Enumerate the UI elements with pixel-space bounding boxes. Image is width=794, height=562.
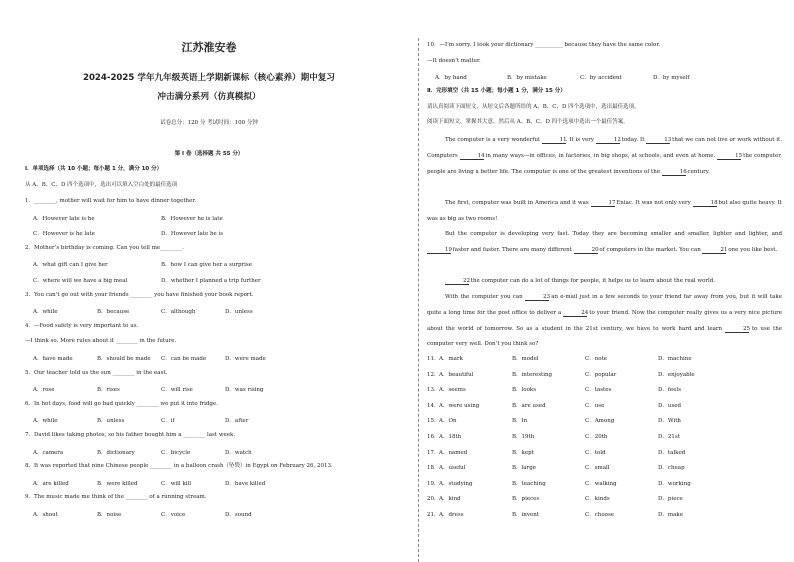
option: D．unless [225, 309, 253, 316]
option: B．how I can give her a surprise [161, 262, 252, 269]
option: D．sound [225, 512, 252, 518]
cloze-blank: 20 [574, 247, 598, 254]
exam-title-line1: 2024-2025 学年九年级英语上学期新课标（核心素养）期中复习 [82, 73, 336, 83]
option: C．will rise [161, 387, 193, 394]
question-number: 13． [427, 387, 440, 394]
cloze-blank: 19 [427, 247, 451, 254]
question-stem: 5．Our teacher told us the sun ________ in the east. [25, 369, 168, 376]
option: C．20th [585, 434, 608, 440]
option: C．small [585, 465, 610, 472]
option: A．by hand [435, 75, 467, 81]
passage-text: Eniac. It was not only very [614, 200, 693, 206]
option: B．19th [512, 434, 535, 440]
question-number: 21． [427, 512, 440, 518]
option: B．interesting [512, 371, 553, 378]
option: B．pieces [512, 496, 540, 503]
passage-text: one you like best. [726, 246, 778, 253]
option: C．by accident [580, 75, 622, 81]
passage-text: but also quite heavy. It was as big as two rooms! [427, 200, 782, 222]
option: A．useful [439, 465, 466, 472]
option: D．have killed [225, 480, 266, 487]
option: C．Among [585, 418, 615, 425]
option: C．However is he late [33, 231, 95, 238]
option: B．However he is late [161, 215, 223, 222]
section1-heading: Ⅰ．单项选择（共 10 小题；每小题 1 分，满分 10 分） [25, 166, 163, 172]
cloze-blank: 21 [702, 247, 726, 254]
option: B．should be made [97, 356, 151, 362]
question-number: 11． [427, 356, 440, 362]
option: A．what gift can I give her [33, 262, 108, 269]
option: C．if [161, 418, 175, 425]
cloze-blank: 18 [693, 200, 717, 207]
passage-text: to use the computer very well. Don’t you think so? [427, 325, 782, 348]
option: D．talked [658, 449, 686, 456]
passage-text: century. [685, 168, 710, 175]
option: B．unless [97, 418, 125, 425]
option: D．cheap [658, 465, 685, 472]
passage-text: to your friend. Now the computer really gives us a very nice picture about the world of tomorrow. So as a student in the 21st century, we have to work hard and learn [427, 309, 782, 332]
option: C．will kill [161, 480, 192, 487]
section2-heading: Ⅱ．完形填空（共 15 小题；每小题 1 分，满分 15 分） [427, 88, 566, 94]
section2-instruction2: 阅读下面短文，掌握其大意，然后从 A、B、C、D 四个选项中选出一个最佳答案。 [427, 119, 629, 125]
passage-text: With the computer you can [445, 294, 525, 300]
option: C．can be made [161, 356, 207, 362]
cloze-blank: 25 [725, 326, 749, 333]
option: A．while [33, 418, 58, 425]
exam-info: 试卷总分：120 分 考试时间：100 分钟 [160, 120, 258, 126]
option: C．although [161, 309, 196, 316]
option: A．camera [33, 449, 64, 456]
cloze-blank: 16 [662, 169, 686, 176]
option: B．invent [512, 512, 539, 518]
option: C．tastes [585, 387, 612, 394]
option: D．were made [225, 356, 266, 362]
option: D．after [225, 418, 249, 425]
section1-instruction: 从 A、B、C、D 四个选项中，选出可以填入空白处的最佳选项 [25, 182, 178, 188]
cloze-blank: 24 [563, 310, 587, 317]
option: D．piece [658, 496, 683, 503]
question-number: 16． [427, 434, 440, 440]
option: A．shout [33, 512, 58, 518]
option: D．machine [658, 356, 692, 362]
cloze-blank: 22 [445, 278, 469, 285]
cloze-paragraph [427, 227, 782, 259]
option: C．bicycle [161, 449, 191, 456]
right-column [420, 0, 794, 562]
question-number: 14． [427, 402, 440, 409]
passage-text: . It is very [565, 137, 596, 143]
option: D．working [658, 480, 691, 487]
cloze-blank: 11 [542, 137, 566, 144]
option: D．watch [225, 449, 252, 456]
question-number: 18． [427, 465, 440, 472]
cloze-blank: 13 [646, 137, 670, 144]
option: B．were killed [97, 480, 138, 487]
question-stem: 2．Mother’s birthday is coming. Can you tell me________. [25, 244, 184, 251]
cloze-blank: 15 [717, 153, 741, 160]
option: D．used [658, 402, 682, 409]
question-number: 17． [427, 449, 440, 456]
option: A．dress [439, 512, 464, 518]
option: B．dictionary [97, 449, 135, 456]
option: C．walking [585, 480, 617, 487]
cloze-paragraph [427, 133, 782, 180]
option: A．are killed [33, 480, 69, 487]
question-stem: 10．—I’m sorry. I took your dictionary __________ because they have the same color. [427, 42, 661, 48]
option: C．voice [161, 512, 186, 518]
option: B．teaching [512, 480, 546, 487]
option: C．popular [585, 371, 617, 378]
passage-text: in many ways—in offices, in factories, in big shops, at schools, and even at home. [483, 152, 718, 159]
question-stem: —I think so. More rules about it ________ in the future. [25, 338, 177, 345]
question-stem: 3．You can’t go out with your friends ________ you have finished your book report. [25, 291, 254, 298]
option: B．model [512, 356, 539, 362]
option: D．whether I planned a trip further [161, 278, 261, 284]
option: C．kinds [585, 496, 610, 503]
passage-text: The first, computer was built in America and it was [445, 200, 591, 206]
option: B．In [512, 418, 528, 425]
question-stem: —It doesn’t matter. [427, 58, 481, 64]
cloze-paragraph [427, 196, 782, 228]
question-number: 20． [427, 496, 440, 503]
option: B．large [512, 465, 536, 472]
question-stem: 4．—Food safety is very important to us. [25, 322, 139, 329]
option: A．mark [439, 356, 463, 362]
option: D．However late he is [161, 231, 224, 238]
option: D．feels [658, 387, 682, 394]
option: A．named [439, 449, 468, 456]
option: B．because [97, 309, 130, 316]
cloze-paragraph [427, 290, 782, 353]
passage-text: the computer can do a lot of things for people, it helps us to learn about the real world. [469, 278, 716, 284]
option: A．were using [439, 402, 480, 409]
option: D．With [658, 418, 681, 425]
region-title: 江苏淮安卷 [181, 41, 237, 54]
option: B．noise [97, 512, 122, 518]
option: D．21st [658, 434, 680, 440]
exam-title-line2: 冲击满分系列（仿真模拟） [157, 92, 261, 102]
option: A．seems [439, 387, 466, 394]
cloze-blank: 12 [596, 137, 620, 144]
question-stem: 1．________, mother will wait for him to have dinner together. [25, 198, 197, 204]
option: A．18th [439, 434, 462, 440]
option: D．make [658, 512, 683, 518]
option: D．enjoyable [658, 371, 695, 378]
option: D．by myself [653, 75, 690, 81]
passage-text: the computer, people are living a better life. The computer is one of the greatest inventions of the [427, 152, 782, 175]
passage-text: But the computer is developing very fast. Today they are becoming smaller and smaller, lighter and lighter, and [445, 231, 782, 237]
option: C．note [585, 356, 608, 362]
cloze-paragraph [427, 274, 782, 290]
option: C．use [585, 402, 605, 409]
option: A．rose [33, 387, 55, 394]
option: A．However late is he [33, 215, 95, 222]
section2-instruction1: 请认真阅读下面短文，从短文后各题所给的 A、B、C、D 四个选项中，选出最佳选项。 [427, 104, 640, 110]
question-number: 15． [427, 418, 440, 425]
option: A．while [33, 309, 58, 316]
option: B．are used [512, 402, 546, 409]
option: B．kept [512, 449, 534, 456]
passage-text: that we can not live or work without it. Computers [427, 137, 782, 159]
passage-text: of computers in the market. You can [597, 246, 703, 253]
cloze-blank: 23 [525, 294, 549, 301]
question-number: 12． [427, 371, 440, 378]
option: A．On [439, 418, 457, 425]
passage-text: The computer is a very wonderful [445, 137, 542, 143]
option: B．rises [97, 387, 120, 394]
cloze-blank: 14 [460, 153, 484, 160]
option: A．studying [439, 480, 473, 487]
passage-text: faster and faster. There are many different [451, 246, 574, 253]
part1-heading: 第 I 卷（选择题 共 55 分） [174, 151, 244, 157]
passage-text: an e-mail just in a few seconds to your friend far away from you, but it will take quite a long time for the post office to deliver a [427, 294, 782, 316]
column-divider [418, 38, 419, 562]
cloze-blank: 17 [591, 200, 615, 207]
question-stem: 9．The music made me think of the ________ of a running stream. [25, 494, 207, 501]
option: C．told [585, 449, 606, 456]
option: C．choose [585, 512, 615, 518]
option: A．kind [439, 496, 461, 503]
option: A．have made [33, 356, 73, 362]
option: B．looks [512, 387, 537, 394]
option: B．by mistake [507, 75, 547, 81]
option: A．beautiful [439, 371, 474, 378]
option: C．where will we have a big meal [33, 278, 128, 284]
question-stem: 7．David likes taking photos, so his father bought him a ________ last week. [25, 432, 236, 438]
option: D．was rising [225, 387, 264, 394]
question-number: 19． [427, 480, 440, 487]
question-stem: 8．It was reported that nine Chinese people ________ in a balloon crash（坠毁）in Egypt on February 26, 2013. [25, 463, 333, 470]
passage-text: today. It [619, 137, 647, 143]
question-stem: 6．In hot days, food will go bad quickly ________ we put it into fridge. [25, 400, 218, 407]
